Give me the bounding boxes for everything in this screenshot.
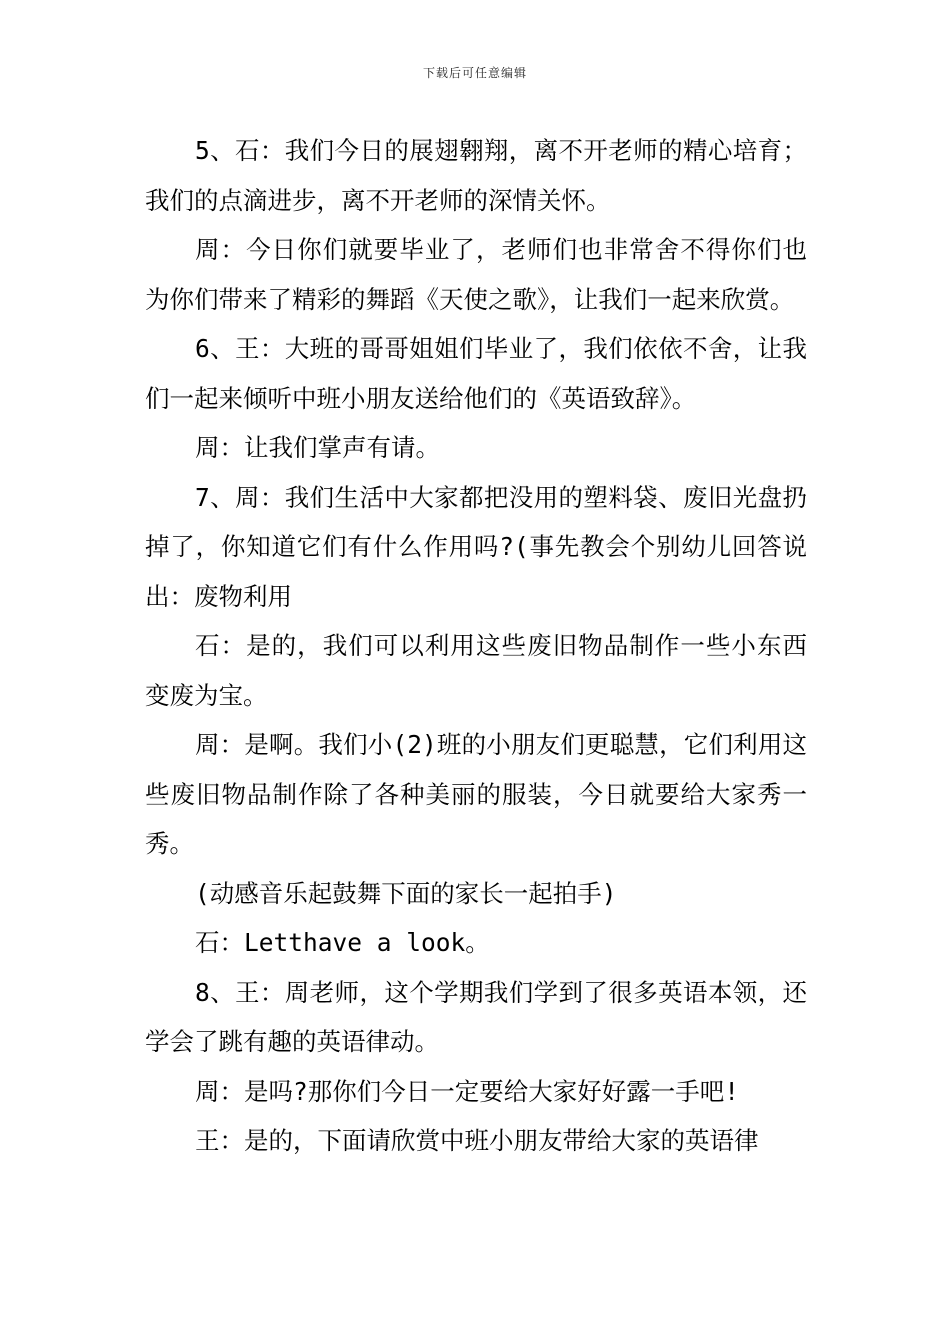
paragraph: 石：是的，我们可以利用这些废旧物品制作一些小东西变废为宝。 (145, 631, 807, 710)
paragraph: 周：今日你们就要毕业了，老师们也非常舍不得你们也为你们带来了精彩的舞蹈《天使之歌》，让我们一起来欣赏。 (145, 235, 807, 314)
paragraph: 5、石：我们今日的展翅翱翔，离不开老师的精心培育；我们的点滴进步，离不开老师的深情关怀。 (145, 136, 807, 215)
paragraph: 石：Letthave a look。 (195, 928, 490, 957)
paragraph: 周：是啊。我们小(2)班的小朋友们更聪慧，它们利用这些废旧物品制作除了各种美丽的服装，今日就要给大家秀一秀。 (145, 730, 807, 858)
paragraph: 周：让我们掌声有请。 (195, 433, 440, 462)
paragraph: 王：是的，下面请欣赏中班小朋友带给大家的英语律 (195, 1126, 759, 1155)
paragraph: 6、王：大班的哥哥姐姐们毕业了，我们依依不舍，让我们一起来倾听中班小朋友送给他们的《英语致辞》。 (145, 334, 807, 413)
paragraph: (动感音乐起鼓舞下面的家长一起拍手) (195, 878, 617, 908)
document-body (145, 126, 807, 1166)
page-header: 下载后可任意编辑 (422, 66, 527, 80)
paragraph: 周：是吗?那你们今日一定要给大家好好露一手吧! (195, 1076, 739, 1106)
paragraph: 8、王：周老师，这个学期我们学到了很多英语本领，还学会了跳有趣的英语律动。 (145, 977, 807, 1056)
paragraph: 7、周：我们生活中大家都把没用的塑料袋、废旧光盘扔掉了，你知道它们有什么作用吗?(事先教会个别幼儿回答说出：废物利用 (145, 482, 807, 611)
